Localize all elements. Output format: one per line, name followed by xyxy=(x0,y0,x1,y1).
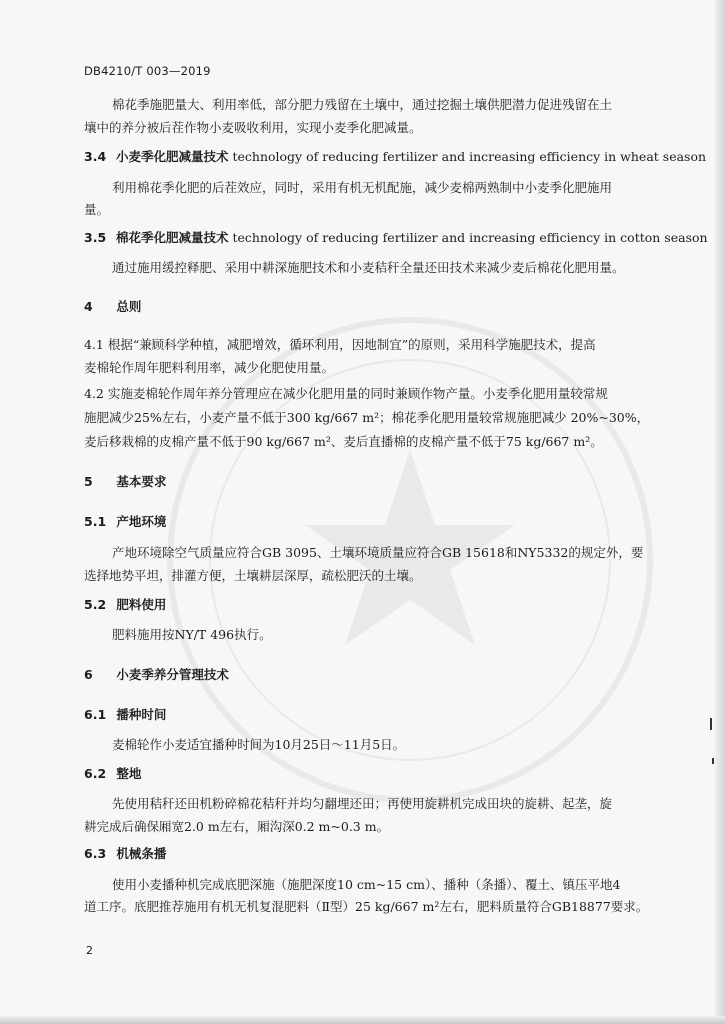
section-heading-4: 4 总则 xyxy=(84,299,142,314)
paragraph-line: 产地环境除空气质量应符合GB 3095、土壤环境质量应符合GB 15618和NY5332的规定外，要 xyxy=(112,545,644,560)
paragraph-line: 肥料施用按NY/T 496执行。 xyxy=(112,627,272,642)
scan-edge-bottom xyxy=(0,1016,725,1024)
section-heading-6-1: 6.1 播种时间 xyxy=(84,707,167,722)
scan-mark xyxy=(712,758,714,764)
scan-edge-right xyxy=(715,0,725,1024)
section-heading-6-2: 6.2 整地 xyxy=(84,766,142,781)
paragraph-line: 选择地势平坦，排灌方便，土壤耕层深厚，疏松肥沃的土壤。 xyxy=(84,568,422,583)
paragraph-line: 麦棉轮作小麦适宜播种时间为10月25日～11月5日。 xyxy=(112,737,406,752)
paragraph-line: 通过施用缓控释肥、采用中耕深施肥技术和小麦秸秆全量还田技术来减少麦后棉花化肥用量。 xyxy=(112,260,625,275)
scan-mark xyxy=(710,718,712,730)
paragraph-line: 先使用秸秆还田机粉碎棉花秸秆并均匀翻埋还田；再使用旋耕机完成田块的旋耕、起垄，旋 xyxy=(112,796,613,811)
page-number: 2 xyxy=(86,944,93,957)
section-heading-3-5: 3.5 棉花季化肥减量技术 technology of reducing fertilizer and increasing efficiency in cotton season xyxy=(84,230,708,245)
paragraph-line: 壤中的养分被后茬作物小麦吸收利用，实现小麦季化肥减量。 xyxy=(84,120,422,135)
paragraph-line: 施肥减少25%左右，小麦产量不低于300 kg/667 m²；棉花季化肥用量较常规施肥减少 20%~30%， xyxy=(84,410,650,425)
section-heading-5-1: 5.1 产地环境 xyxy=(84,514,167,529)
section-heading-3-4: 3.4 小麦季化肥减量技术 technology of reducing fertilizer and increasing efficiency in wheat season xyxy=(84,149,707,164)
paragraph-line: 利用棉花季化肥的后茬效应，同时，采用有机无机配施，减少麦棉两熟制中小麦季化肥施用 xyxy=(112,180,613,195)
section-heading-6-3: 6.3 机械条播 xyxy=(84,846,167,861)
document-header: DB4210/T 003—2019 xyxy=(84,64,211,78)
section-heading-6: 6 小麦季养分管理技术 xyxy=(84,667,229,682)
paragraph-line: 耕完成后确保厢宽2.0 m左右，厢沟深0.2 m~0.3 m。 xyxy=(84,819,390,834)
paragraph-line: 使用小麦播种机完成底肥深施（施肥深度10 cm~15 cm）、播种（条播）、覆土、镇压平地4 xyxy=(112,877,621,892)
section-heading-5-2: 5.2 肥料使用 xyxy=(84,597,167,612)
paragraph-line: 麦后移栽棉的皮棉产量不低于90 kg/667 m²、麦后直播棉的皮棉产量不低于75 kg/667 m²。 xyxy=(84,434,603,449)
paragraph-line: 棉花季施肥量大、利用率低，部分肥力残留在土壤中，通过挖掘土壤供肥潜力促进残留在土 xyxy=(112,97,613,112)
paragraph-line: 4.1 根据“兼顾科学种植，减肥增效，循环利用，因地制宜”的原则，采用科学施肥技术，提高 xyxy=(84,337,596,352)
section-heading-5: 5 基本要求 xyxy=(84,474,167,489)
paragraph-line: 量。 xyxy=(84,202,110,217)
paragraph-line: 麦棉轮作周年肥料利用率，减少化肥使用量。 xyxy=(84,360,335,375)
paragraph-line: 道工序。底肥推荐施用有机无机复混肥料（Ⅱ型）25 kg/667 m²左右，肥料质量符合GB18877要求。 xyxy=(84,899,649,914)
paragraph-line: 4.2 实施麦棉轮作周年养分管理应在减少化肥用量的同时兼顾作物产量。小麦季化肥用量较常规 xyxy=(84,386,608,401)
